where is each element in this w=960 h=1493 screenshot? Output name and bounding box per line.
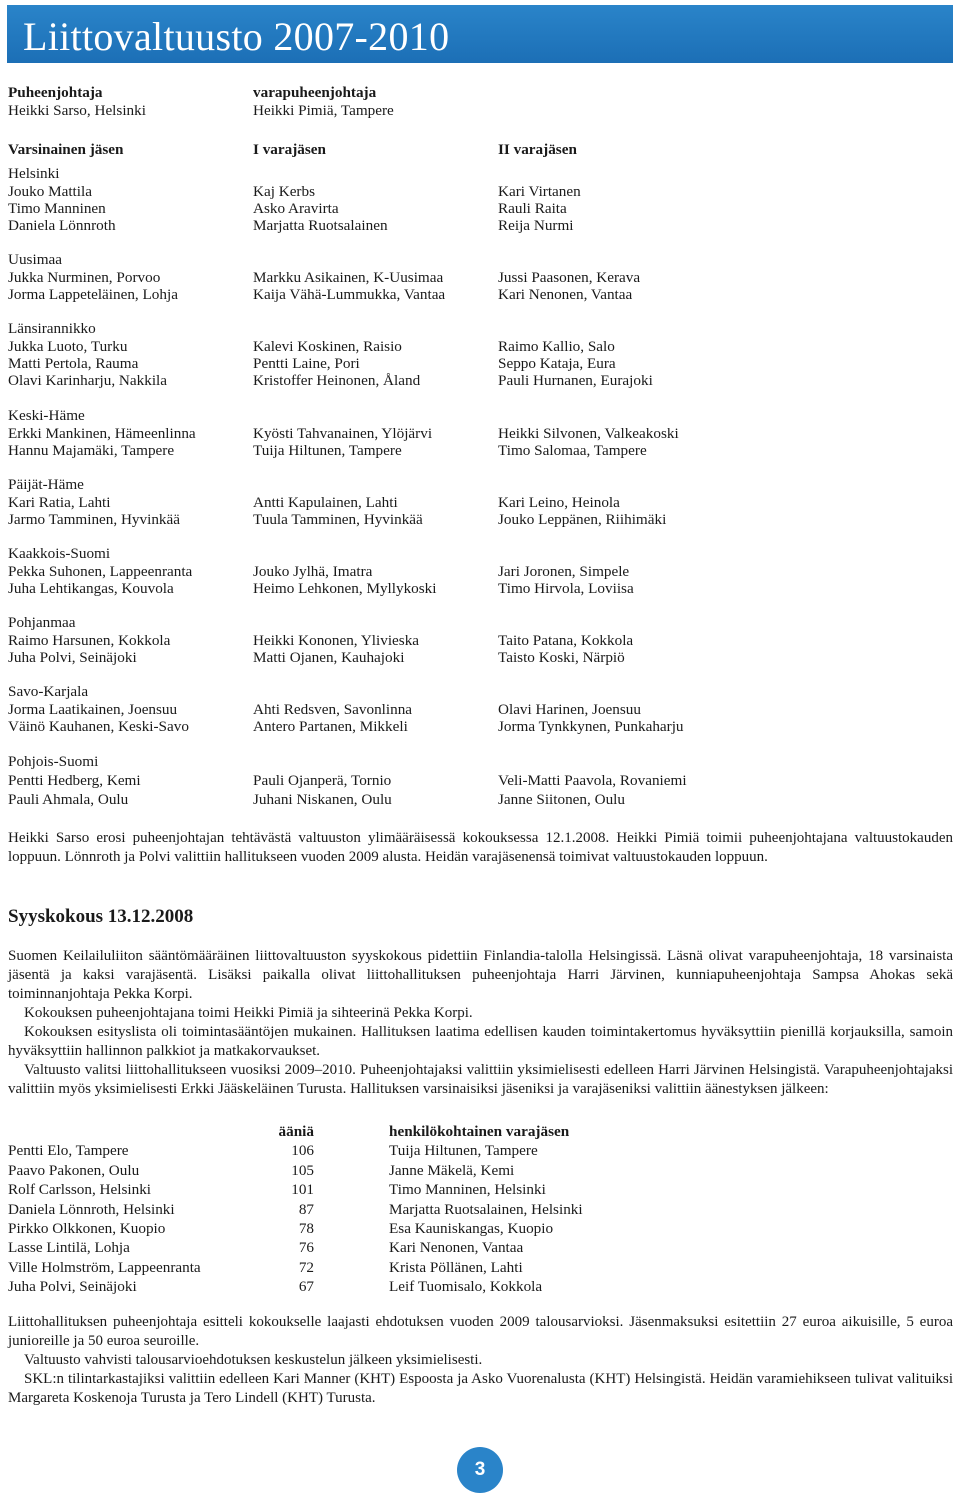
- vote-count: 78: [298, 1219, 314, 1237]
- vote-count: 67: [298, 1278, 314, 1296]
- deputy-name: Leif Tuomisalo, Kokkola: [389, 1278, 543, 1296]
- member-cell: Veli-Matti Paavola, Rovaniemi: [498, 772, 687, 789]
- member-cell: Matti Pertola, Rauma: [8, 355, 139, 372]
- member-cell: Asko Aravirta: [253, 200, 339, 217]
- note-text: Heikki Sarso erosi puheenjohtajan tehtävästä valtuuston ylimääräisessä kokouksessa 12.1.2008. Heikki Pimiä toimii puheenjohtajana valtuustokauden loppuun. Lönnroth ja Polvi valittiin hallitukseen vuoden 2009 alusta. Heidän varajäsenensä toimivat valtuustokauden loppuun.: [8, 830, 953, 865]
- deputy-name: Kari Nenonen, Vantaa: [389, 1239, 524, 1257]
- member-cell: Taisto Koski, Närpiö: [498, 649, 625, 666]
- candidate-name: Lasse Lintilä, Lohja: [8, 1239, 130, 1257]
- chair-role: Puheenjohtaja: [8, 84, 103, 101]
- member-cell: Seppo Kataja, Eura: [498, 355, 616, 372]
- body-paragraph: Kokouksen puheenjohtajana toimi Heikki Pimiä ja sihteerinä Pekka Korpi.: [24, 1005, 473, 1021]
- note-paragraph: [8, 829, 953, 867]
- member-cell: Jorma Laatikainen, Joensuu: [8, 701, 178, 718]
- candidate-name: Pirkko Olkkonen, Kuopio: [8, 1219, 166, 1237]
- member-cell: Juha Lehtikangas, Kouvola: [8, 580, 174, 597]
- deputy-name: Marjatta Ruotsalainen, Helsinki: [389, 1200, 583, 1218]
- member-cell: Jorma Lappeteläinen, Lohja: [8, 286, 178, 303]
- member-cell: Pauli Ojanperä, Tornio: [253, 772, 392, 789]
- deputy-header: henkilökohtainen varajäsen: [389, 1123, 570, 1140]
- region-name: Pohjois-Suomi: [8, 753, 99, 770]
- page-title: Liittovaltuusto 2007-2010: [23, 14, 450, 59]
- member-cell: Jouko Jylhä, Imatra: [253, 563, 373, 580]
- member-cell: Olavi Karinharju, Nakkila: [8, 372, 167, 389]
- vote-count: 101: [291, 1181, 314, 1199]
- member-cell: Hannu Majamäki, Tampere: [8, 442, 175, 459]
- member-cell: Juhani Niskanen, Oulu: [253, 791, 392, 808]
- vice-chair-name: Heikki Pimiä, Tampere: [253, 102, 394, 119]
- page-number: 3: [474, 1459, 486, 1480]
- col-header-deputy-1: I varajäsen: [253, 141, 326, 158]
- chair-name: Heikki Sarso, Helsinki: [8, 102, 146, 119]
- member-cell: Reija Nurmi: [498, 217, 574, 234]
- member-cell: Antti Kapulainen, Lahti: [253, 494, 398, 511]
- vote-count: 72: [298, 1258, 314, 1276]
- member-cell: Pauli Ahmala, Oulu: [8, 791, 129, 808]
- region-name: Länsirannikko: [8, 320, 96, 337]
- member-cell: Pentti Laine, Pori: [253, 355, 360, 372]
- member-cell: Jussi Paasonen, Kerava: [498, 269, 641, 286]
- section-title: Syyskokous 13.12.2008: [8, 906, 194, 927]
- deputy-name: Esa Kauniskangas, Kuopio: [389, 1219, 554, 1237]
- member-cell: Timo Hirvola, Loviisa: [498, 580, 634, 597]
- member-cell: Erkki Mankinen, Hämeenlinna: [8, 425, 196, 442]
- region-name: Helsinki: [8, 165, 60, 182]
- region-name: Pohjanmaa: [8, 614, 76, 631]
- body-paragraph: SKL:n tilintarkastajiksi valittiin edelleen Kari Manner (KHT) Espoosta ja Asko Vuorenalusta (KHT) Helsingistä. Heidän varamiehikseen tulivat valituiksi Margareta Koskenoja Turusta ja Tero Lindell (KHT) Turusta.: [8, 1371, 953, 1406]
- member-cell: Jouko Leppänen, Riihimäki: [498, 511, 667, 528]
- member-cell: Väinö Kauhanen, Keski-Savo: [8, 718, 189, 735]
- member-cell: Pekka Suhonen, Lappeenranta: [8, 563, 193, 580]
- member-cell: Heimo Lehkonen, Myllykoski: [253, 580, 437, 597]
- member-cell: Kari Nenonen, Vantaa: [498, 286, 633, 303]
- member-cell: Daniela Lönnroth: [8, 217, 116, 234]
- candidate-name: Paavo Pakonen, Oulu: [8, 1161, 140, 1179]
- member-cell: Kari Leino, Heinola: [498, 494, 620, 511]
- member-cell: Taito Patana, Kokkola: [498, 632, 634, 649]
- member-cell: Kaj Kerbs: [253, 183, 315, 200]
- member-cell: Timo Manninen: [8, 200, 106, 217]
- member-cell: Tuula Tamminen, Hyvinkää: [253, 511, 423, 528]
- region-name: Keski-Häme: [8, 407, 85, 424]
- body-paragraph: Valtuusto vahvisti talousarvioehdotuksen keskustelun jälkeen yksimielisesti.: [24, 1352, 483, 1368]
- member-cell: Kalevi Koskinen, Raisio: [253, 338, 402, 355]
- candidate-name: Daniela Lönnroth, Helsinki: [8, 1200, 175, 1218]
- member-cell: Kari Ratia, Lahti: [8, 494, 111, 511]
- member-cell: Juha Polvi, Seinäjoki: [8, 649, 137, 666]
- member-cell: Antero Partanen, Mikkeli: [253, 718, 408, 735]
- section-body: [8, 947, 953, 1099]
- member-cell: Rauli Raita: [498, 200, 567, 217]
- member-cell: Jorma Tynkkynen, Punkaharju: [498, 718, 684, 735]
- vice-chair-role: varapuheenjohtaja: [253, 84, 377, 101]
- member-cell: Jouko Mattila: [8, 183, 92, 200]
- member-cell: Janne Siitonen, Oulu: [498, 791, 625, 808]
- closing-body: [8, 1313, 953, 1408]
- member-cell: Ahti Redsven, Savonlinna: [253, 701, 413, 718]
- candidate-name: Juha Polvi, Seinäjoki: [8, 1278, 137, 1296]
- member-cell: Matti Ojanen, Kauhajoki: [253, 649, 405, 666]
- member-cell: Pentti Hedberg, Kemi: [8, 772, 141, 789]
- deputy-name: Krista Pöllänen, Lahti: [389, 1258, 523, 1276]
- candidate-name: Rolf Carlsson, Helsinki: [8, 1181, 152, 1199]
- member-cell: Kristoffer Heinonen, Åland: [253, 372, 421, 389]
- member-cell: Timo Salomaa, Tampere: [498, 442, 647, 459]
- vote-count: 106: [291, 1142, 314, 1160]
- member-cell: Raimo Kallio, Salo: [498, 338, 615, 355]
- member-cell: Heikki Kononen, Ylivieska: [253, 632, 420, 649]
- member-cell: Raimo Harsunen, Kokkola: [8, 632, 171, 649]
- col-header-regular: Varsinainen jäsen: [8, 141, 124, 158]
- region-name: Kaakkois-Suomi: [8, 545, 111, 562]
- candidate-name: Ville Holmström, Lappeenranta: [8, 1258, 201, 1276]
- body-paragraph: Valtuusto valitsi liittohallitukseen vuosiksi 2009–2010. Puheenjohtajaksi valittiin yksimielisesti edelleen Harri Järvinen Helsingistä. Varapuheenjohtajaksi valittiin myös yksimielisesti Erkki Jääskeläinen Turusta. Hallituksen varsinaisiksi jäseniksi ja varajäseniksi valittiin äänestyksen jälkeen:: [8, 1062, 953, 1097]
- page-number-badge: [457, 1447, 503, 1493]
- votes-header: ääniä: [278, 1123, 314, 1140]
- member-cell: Jari Joronen, Simpele: [498, 563, 630, 580]
- member-cell: Jukka Nurminen, Porvoo: [8, 269, 161, 286]
- candidate-name: Pentti Elo, Tampere: [8, 1142, 129, 1160]
- member-cell: Tuija Hiltunen, Tampere: [253, 442, 402, 459]
- member-cell: Olavi Harinen, Joensuu: [498, 701, 641, 718]
- col-header-deputy-2: II varajäsen: [498, 141, 577, 158]
- member-cell: Kyösti Tahvanainen, Ylöjärvi: [253, 425, 433, 442]
- body-paragraph: Kokouksen esityslista oli toimintasääntöjen mukainen. Hallituksen laatima edellisen kauden toimintakertomus hyväksyttiin pienillä korjauksilla, samoin hyväksyttiin hallinnon palkkiot ja matkakorvaukset.: [8, 1024, 953, 1059]
- deputy-name: Tuija Hiltunen, Tampere: [389, 1142, 538, 1160]
- member-cell: Pauli Hurnanen, Eurajoki: [498, 372, 653, 389]
- region-name: Päijät-Häme: [8, 476, 84, 493]
- deputy-name: Timo Manninen, Helsinki: [389, 1181, 546, 1199]
- vote-count: 105: [291, 1161, 314, 1179]
- member-cell: Heikki Silvonen, Valkeakoski: [498, 425, 679, 442]
- member-cell: Jukka Luoto, Turku: [8, 338, 128, 355]
- member-cell: Kaija Vähä-Lummukka, Vantaa: [253, 286, 446, 303]
- member-cell: Jarmo Tamminen, Hyvinkää: [8, 511, 181, 528]
- title-banner: [7, 5, 953, 63]
- region-name: Savo-Karjala: [8, 683, 89, 700]
- member-cell: Marjatta Ruotsalainen: [253, 217, 388, 234]
- region-name: Uusimaa: [8, 251, 62, 268]
- body-paragraph: Liittohallituksen puheenjohtaja esitteli kokoukselle laajasti ehdotuksen vuoden 2009 talousarvioksi. Jäsenmaksuksi esitettiin 27 euroa aikuisille, 5 euroa junioreille ja 50 euroa seuroille.: [8, 1314, 953, 1349]
- vote-count: 76: [298, 1239, 314, 1257]
- body-paragraph: Suomen Keilailuliiton sääntömääräinen liittovaltuuston syyskokous pidettiin Finlandia-talolla Helsingissä. Läsnä olivat varapuheenjohtaja, 18 varsinaista jäsentä ja kaksi varajäsentä. Lisäksi paikalla olivat liittohallituksen puheenjohtaja Harri Järvinen, kunniapuheenjohtaja Sampsa Ahokas sekä toiminnanjohtaja Pekka Korpi.: [8, 948, 953, 1002]
- vote-count: 87: [298, 1200, 314, 1218]
- member-cell: Kari Virtanen: [498, 183, 581, 200]
- member-cell: Markku Asikainen, K-Uusimaa: [253, 269, 444, 286]
- deputy-name: Janne Mäkelä, Kemi: [389, 1161, 515, 1179]
